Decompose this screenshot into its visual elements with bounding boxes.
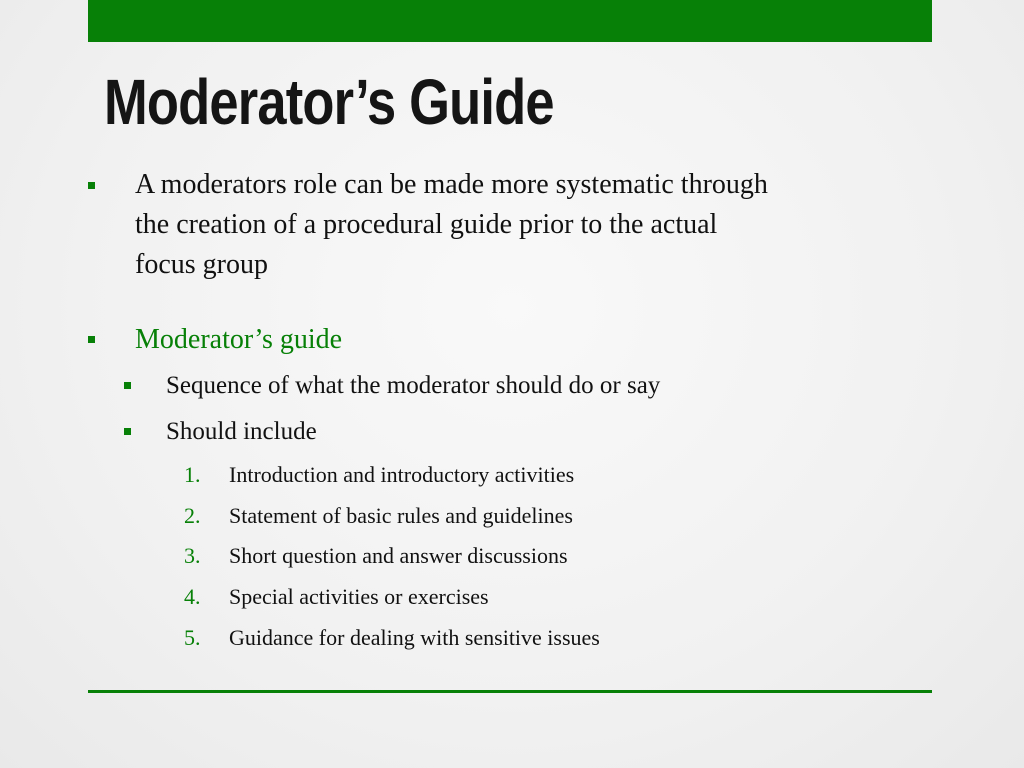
subbullet-text: Should include [166, 418, 317, 445]
list-number: 5. [184, 625, 201, 650]
bullet-text-line: A moderators role can be made more systematic through [135, 169, 768, 200]
top-accent-bar [88, 0, 932, 42]
square-bullet-icon [88, 182, 95, 189]
numbered-item-text: Statement of basic rules and guidelines [229, 503, 573, 528]
bullet-text-line: the creation of a procedural guide prior to the actual [135, 209, 718, 240]
section-heading: Moderator’s guide [135, 324, 343, 355]
numbered-item-text: Short question and answer discussions [229, 543, 568, 568]
list-number: 2. [184, 503, 201, 528]
square-bullet-icon [88, 336, 95, 343]
slide-title: Moderator’s Guide [104, 66, 554, 138]
list-number: 3. [184, 543, 201, 568]
square-bullet-icon [124, 382, 131, 389]
list-number: 4. [184, 584, 201, 609]
numbered-item-text: Guidance for dealing with sensitive issues [229, 625, 600, 650]
numbered-item-text: Introduction and introductory activities [229, 462, 575, 487]
list-number: 1. [184, 462, 201, 487]
bullet-text-line: focus group [135, 249, 268, 280]
numbered-item-text: Special activities or exercises [229, 584, 489, 609]
square-bullet-icon [124, 428, 131, 435]
bottom-divider [88, 690, 932, 693]
subbullet-text: Sequence of what the moderator should do or say [166, 372, 661, 399]
